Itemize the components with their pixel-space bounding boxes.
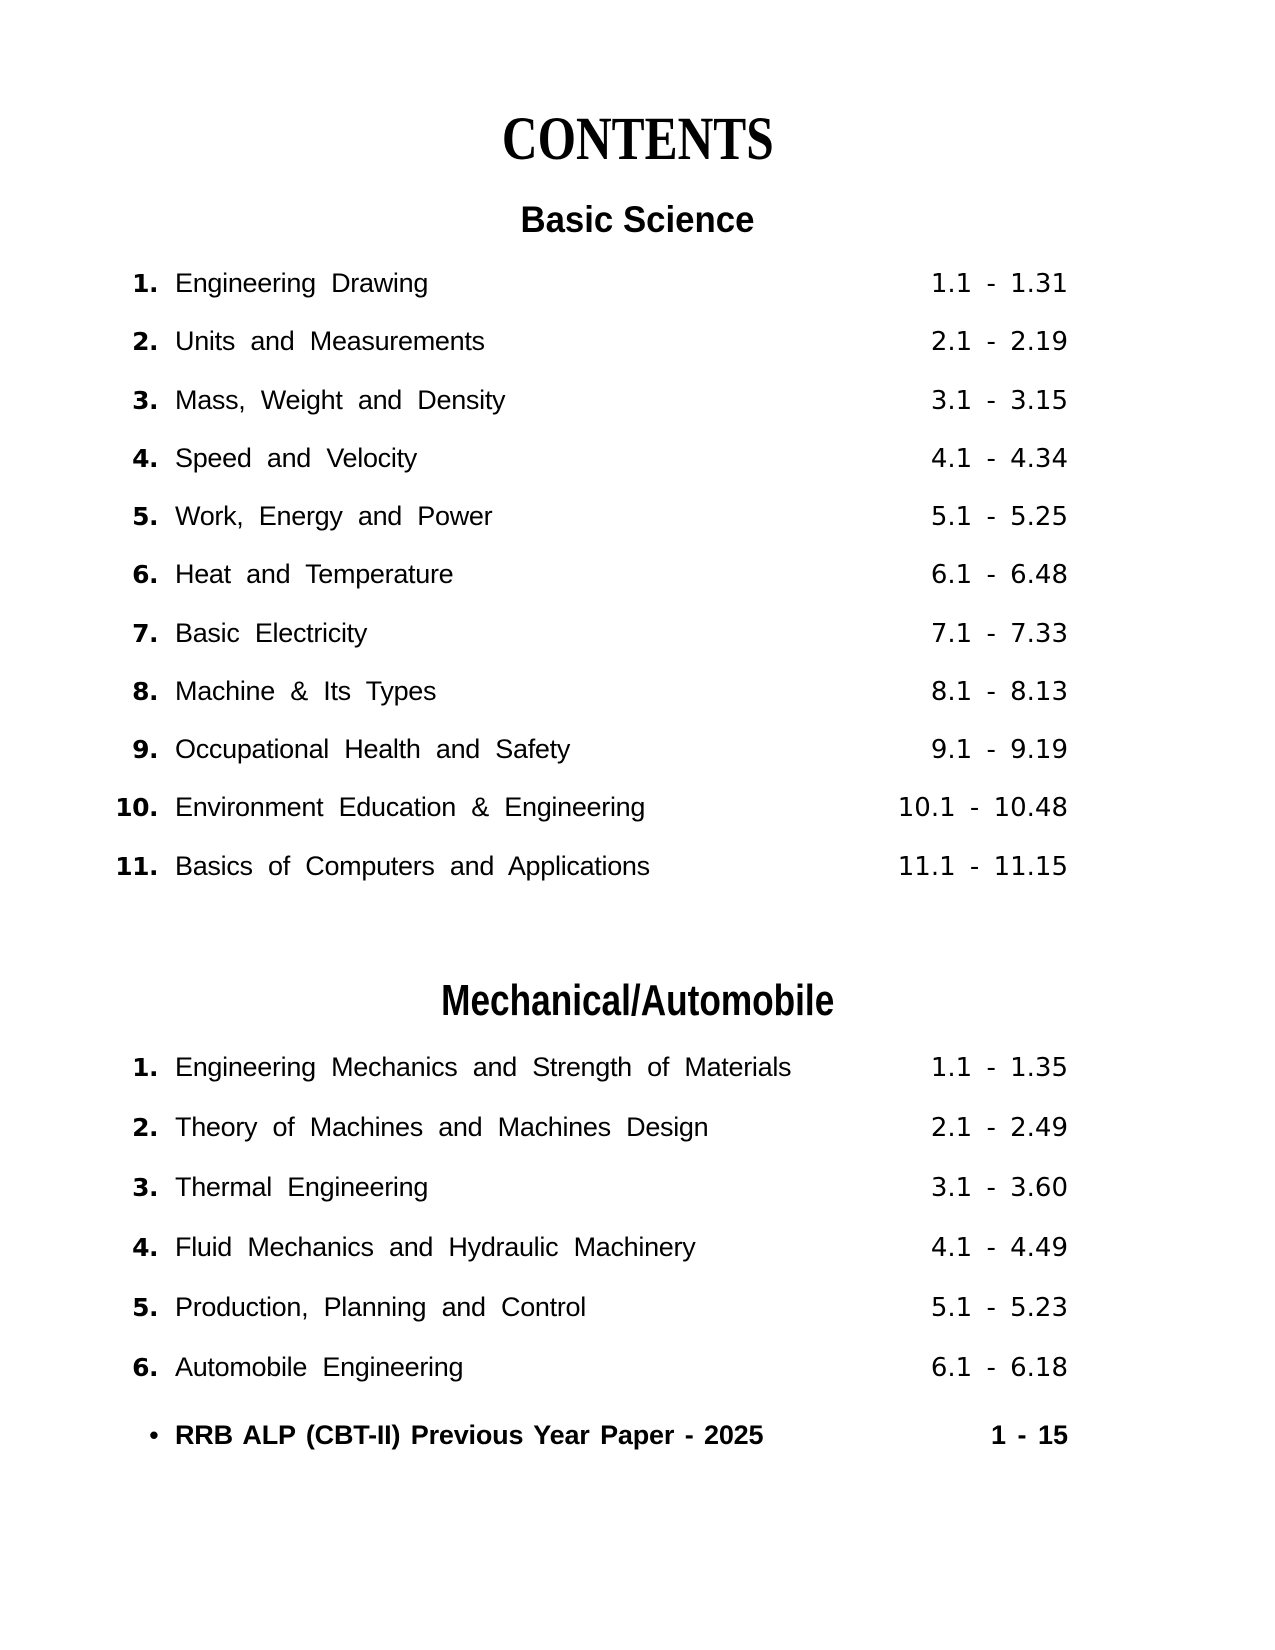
item-title: Heat and Temperature [175,559,454,590]
toc-list-mechanical-automobile [112,1051,1068,1479]
item-number: 1. [132,1053,158,1082]
toc-row [112,1351,1068,1411]
item-number: 7. [132,618,158,648]
item-pages: 3.1 - 3.15 [930,385,1068,416]
item-pages: 4.1 - 4.49 [930,1233,1068,1263]
item-number: 2. [132,1113,158,1142]
item-title: Work, Energy and Power [175,501,493,531]
item-pages: 7.1 - 7.33 [930,618,1068,649]
item-title: Mass, Weight and Density [175,384,506,415]
section-heading-basic-science [0,198,1275,242]
toc-row [112,1111,1068,1171]
toc-row [112,1051,1068,1111]
item-pages: 4.1 - 4.34 [930,443,1068,474]
item-number: 3. [132,1173,158,1202]
item-pages: 3.1 - 3.60 [930,1173,1068,1203]
toc-row [112,733,1068,791]
item-pages: 1.1 - 1.35 [930,1053,1068,1083]
item-number: 4. [132,1233,158,1262]
toc-row [112,267,1068,325]
item-number: 3. [132,385,158,415]
item-pages: 6.1 - 6.48 [930,560,1068,591]
item-pages: 6.1 - 6.18 [930,1353,1068,1383]
item-pages: 2.1 - 2.19 [930,327,1068,358]
item-title: Fluid Mechanics and Hydraulic Machinery [175,1232,696,1262]
item-title: Occupational Health and Safety [175,734,571,764]
item-title: Units and Measurements [175,326,485,357]
item-pages: 5.1 - 5.25 [930,502,1068,532]
toc-row [112,850,1068,908]
toc-row [112,1171,1068,1231]
item-title: Automobile Engineering [175,1352,464,1382]
item-pages: 11.1 - 11.15 [897,851,1068,882]
item-title: Theory of Machines and Machines Design [175,1112,709,1142]
item-title: Speed and Velocity [175,442,417,473]
item-number: 10. [115,793,158,823]
item-number: 5. [132,502,158,531]
item-title: Thermal Engineering [175,1172,429,1202]
section-heading-text: Mechanical/Automobile [440,976,835,1025]
toc-row [112,675,1068,733]
section-heading-mechanical-automobile [0,975,1275,1028]
item-pages: 8.1 - 8.13 [930,676,1068,707]
item-title: Production, Planning and Control [175,1292,586,1322]
item-number: 6. [132,1353,158,1382]
item-number: 9. [132,735,158,764]
item-number: 1. [132,269,158,298]
item-pages: 1.1 - 1.31 [930,269,1068,299]
section-heading-text: Basic Science [520,199,755,240]
item-title: Basic Electricity [175,617,368,648]
item-pages: 2.1 - 2.49 [930,1113,1068,1143]
document-title [0,103,1275,176]
toc-row [112,442,1068,500]
item-pages: 5.1 - 5.23 [930,1293,1068,1323]
item-title: Environment Education & Engineering [175,792,646,823]
item-pages: 9.1 - 9.19 [930,735,1068,765]
bullet-icon: • [149,1420,158,1450]
item-title: Machine & Its Types [175,675,437,706]
toc-row [112,791,1068,849]
toc-row [112,500,1068,558]
item-number: 5. [132,1293,158,1322]
item-title: Basics of Computers and Applications [175,850,650,881]
item-number: 2. [132,327,158,357]
toc-row-previous-year-paper [112,1419,1068,1479]
toc-row [112,325,1068,383]
item-number: 6. [132,560,158,590]
document-title-text: CONTENTS [501,106,774,173]
item-pages: 1 - 15 [990,1420,1068,1450]
item-number: 11. [115,851,158,881]
toc-row [112,1291,1068,1351]
toc-list-basic-science [112,267,1068,908]
toc-row [112,1231,1068,1291]
item-number: 8. [132,676,158,706]
toc-row [112,617,1068,675]
item-title: Engineering Drawing [175,268,429,298]
item-pages: 10.1 - 10.48 [897,793,1068,824]
item-title: RRB ALP (CBT-II) Previous Year Paper - 2025 [175,1420,764,1450]
toc-row [112,384,1068,442]
item-title: Engineering Mechanics and Strength of Materials [175,1052,792,1082]
item-number: 4. [132,443,158,473]
toc-row [112,558,1068,616]
